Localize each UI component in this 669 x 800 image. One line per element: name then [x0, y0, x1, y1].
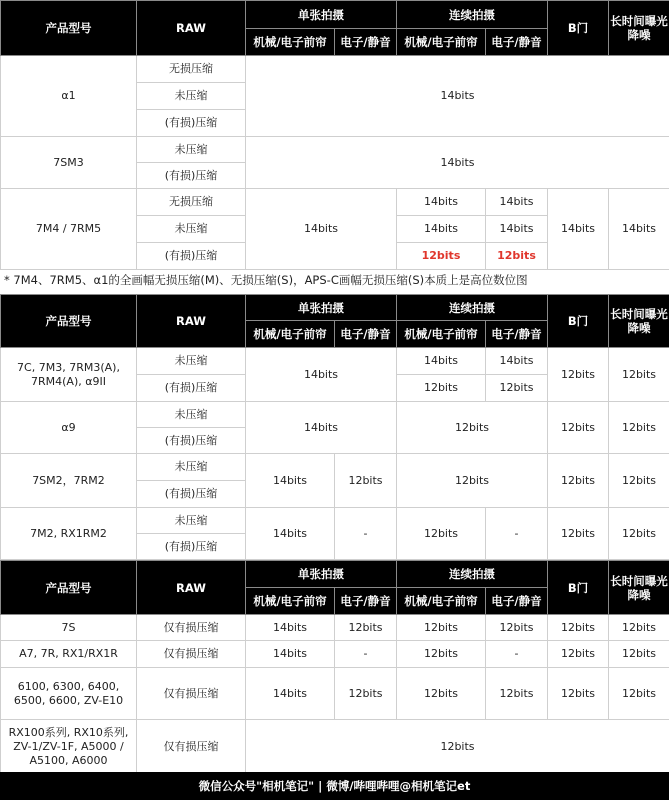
footer-credit: 微信公众号"相机笔记" | 微博/哔哩哔哩@相机笔记et [0, 772, 669, 800]
raw-cell: (有损)压缩 [137, 428, 246, 454]
value-cell: 12bits [609, 402, 669, 454]
value-cell: 12bits [335, 668, 397, 720]
value-cell: - [486, 641, 548, 668]
value-cell: 14bits [246, 402, 397, 454]
value-cell: 12bits [397, 454, 548, 508]
value-cell: 14bits [486, 348, 548, 375]
value-cell: 12bits [397, 375, 486, 402]
raw-cell: 未压缩 [137, 508, 246, 534]
value-cell: 12bits [548, 668, 609, 720]
table-3 [0, 560, 669, 774]
raw-cell: 未压缩 [137, 348, 246, 375]
value-cell: 14bits [609, 189, 669, 270]
model-cell: A7, 7R, RX1/RX1R [1, 641, 137, 668]
table-1 [0, 0, 669, 270]
raw-cell: 仅有损压缩 [137, 615, 246, 641]
header-raw: RAW [137, 561, 246, 615]
header-model: 产品型号 [1, 561, 137, 615]
raw-cell: 无损压缩 [137, 56, 246, 83]
model-cell: 7SM2，7RM2 [1, 454, 137, 508]
value-cell: 12bits [548, 402, 609, 454]
header-cont-mech: 机械/电子前帘 [397, 588, 486, 615]
header-cont-mech: 机械/电子前帘 [397, 321, 486, 348]
header-single-elec: 电子/静音 [335, 321, 397, 348]
header-longexp: 长时间曝光降噪 [609, 295, 669, 348]
header-single: 单张拍摄 [246, 295, 397, 321]
value-cell: 12bits [609, 348, 669, 402]
raw-cell: (有损)压缩 [137, 110, 246, 137]
value-cell: 12bits [548, 508, 609, 560]
header-cont-elec: 电子/静音 [486, 29, 548, 56]
value-cell: - [486, 508, 548, 560]
header-bulb: B门 [548, 561, 609, 615]
header-model: 产品型号 [1, 295, 137, 348]
model-cell: 7SM3 [1, 137, 137, 189]
value-cell: 12bits [397, 615, 486, 641]
value-cell: 12bits [397, 402, 548, 454]
model-cell: α9 [1, 402, 137, 454]
raw-cell: 仅有损压缩 [137, 641, 246, 668]
value-cell-highlight: 12bits [397, 243, 486, 270]
header-cont-elec: 电子/静音 [486, 321, 548, 348]
header-cont-mech: 机械/电子前帘 [397, 29, 486, 56]
raw-cell: 未压缩 [137, 454, 246, 481]
header-single-elec: 电子/静音 [335, 29, 397, 56]
header-continuous: 连续拍摄 [397, 1, 548, 29]
value-cell: 12bits [397, 641, 486, 668]
value-cell: 14bits [397, 348, 486, 375]
raw-cell: (有损)压缩 [137, 243, 246, 270]
raw-cell: (有损)压缩 [137, 534, 246, 560]
footnote: * 7M4、7RM5、α1的全画幅无损压缩(M)、无损压缩(S)，APS-C画幅无损压缩(S)本质上是高位数位图 [4, 273, 528, 287]
value-cell: 14bits [246, 508, 335, 560]
raw-cell: 未压缩 [137, 402, 246, 428]
header-continuous: 连续拍摄 [397, 295, 548, 321]
header-single: 单张拍摄 [246, 561, 397, 588]
raw-cell: (有损)压缩 [137, 163, 246, 189]
value-cell: 14bits [246, 348, 397, 402]
raw-cell: (有损)压缩 [137, 375, 246, 402]
model-cell: 7C, 7M3, 7RM3(A), 7RM4(A), α9II [1, 348, 137, 402]
value-cell: - [335, 641, 397, 668]
model-cell: 7M4 / 7RM5 [1, 189, 137, 270]
model-cell: 7M2, RX1RM2 [1, 508, 137, 560]
header-cont-elec: 电子/静音 [486, 588, 548, 615]
raw-cell: 未压缩 [137, 83, 246, 110]
value-cell: 14bits [397, 216, 486, 243]
header-single-elec: 电子/静音 [335, 588, 397, 615]
table-2 [0, 294, 669, 560]
header-continuous: 连续拍摄 [397, 561, 548, 588]
header-single-mech: 机械/电子前帘 [246, 321, 335, 348]
value-cell: 12bits [397, 668, 486, 720]
raw-cell: 未压缩 [137, 137, 246, 163]
value-cell: 12bits [486, 375, 548, 402]
value-cell: 12bits [548, 641, 609, 668]
value-cell: 12bits [548, 348, 609, 402]
value-cell: 14bits [246, 56, 669, 137]
value-cell: 14bits [397, 189, 486, 216]
header-single-mech: 机械/电子前帘 [246, 29, 335, 56]
value-cell: 12bits [486, 615, 548, 641]
value-cell: 14bits [246, 641, 335, 668]
value-cell: 12bits [397, 508, 486, 560]
value-cell: 12bits [335, 615, 397, 641]
value-cell: 14bits [246, 668, 335, 720]
model-cell: 6100, 6300, 6400, 6500, 6600, ZV-E10 [1, 668, 137, 720]
raw-cell: 未压缩 [137, 216, 246, 243]
value-cell: 14bits [246, 454, 335, 508]
header-longexp: 长时间曝光降噪 [609, 1, 669, 56]
header-bulb: B门 [548, 1, 609, 56]
value-cell: - [335, 508, 397, 560]
value-cell: 12bits [548, 454, 609, 508]
value-cell: 14bits [486, 189, 548, 216]
header-raw: RAW [137, 295, 246, 348]
model-cell: 7S [1, 615, 137, 641]
value-cell: 12bits [246, 720, 669, 774]
value-cell: 14bits [246, 615, 335, 641]
value-cell: 14bits [486, 216, 548, 243]
raw-cell: 无损压缩 [137, 189, 246, 216]
model-cell: RX100系列, RX10系列, ZV-1/ZV-1F, A5000 / A5100, A6000 [1, 720, 137, 774]
value-cell: 12bits [609, 508, 669, 560]
header-longexp: 长时间曝光降噪 [609, 561, 669, 615]
value-cell: 14bits [246, 137, 669, 189]
header-single: 单张拍摄 [246, 1, 397, 29]
value-cell-highlight: 12bits [486, 243, 548, 270]
raw-cell: 仅有损压缩 [137, 668, 246, 720]
header-model: 产品型号 [1, 1, 137, 56]
value-cell: 14bits [548, 189, 609, 270]
raw-cell: 仅有损压缩 [137, 720, 246, 774]
value-cell: 14bits [246, 189, 397, 270]
value-cell: 12bits [609, 641, 669, 668]
value-cell: 12bits [609, 454, 669, 508]
header-raw: RAW [137, 1, 246, 56]
value-cell: 12bits [609, 615, 669, 641]
header-single-mech: 机械/电子前帘 [246, 588, 335, 615]
value-cell: 12bits [609, 668, 669, 720]
header-bulb: B门 [548, 295, 609, 348]
model-cell: α1 [1, 56, 137, 137]
value-cell: 12bits [486, 668, 548, 720]
raw-cell: (有损)压缩 [137, 481, 246, 508]
value-cell: 12bits [548, 615, 609, 641]
value-cell: 12bits [335, 454, 397, 508]
